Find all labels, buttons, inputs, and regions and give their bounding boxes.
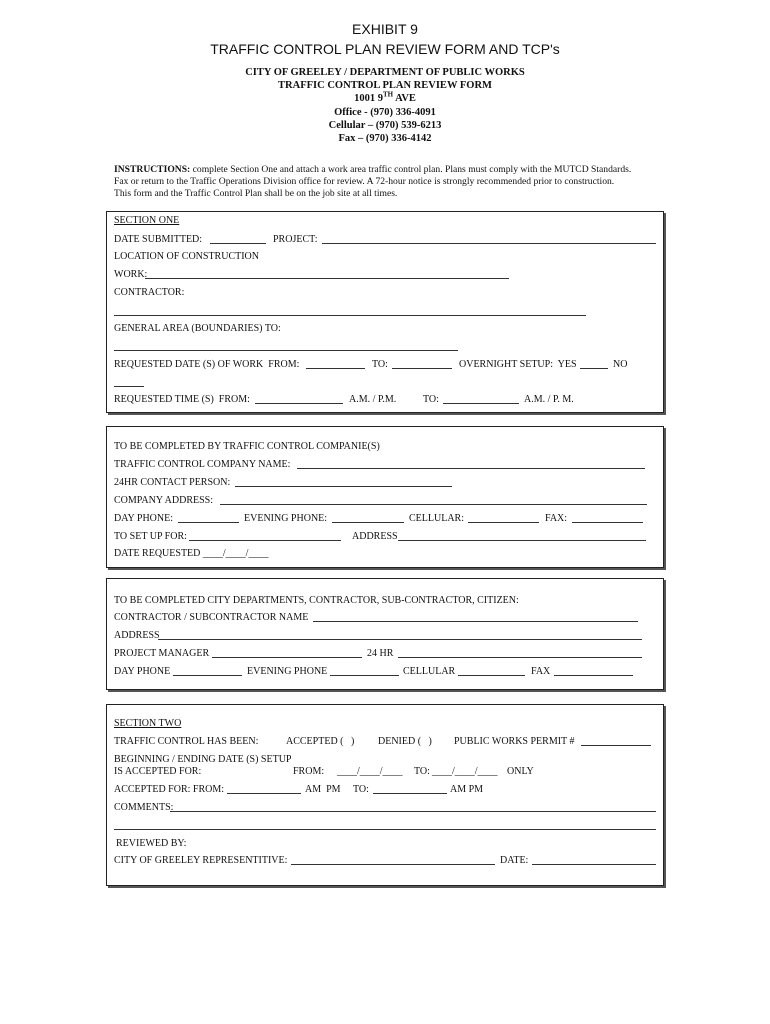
tcc-date-requested[interactable]: DATE REQUESTED ____/____/____ xyxy=(114,548,269,559)
city-day-phone-label: DAY PHONE xyxy=(114,666,171,677)
accepted-for-from-field[interactable] xyxy=(227,793,301,794)
requested-time-to-field[interactable] xyxy=(443,403,519,404)
tcc-setup-address-field[interactable] xyxy=(398,540,646,541)
city-representative-label: CITY OF GREELEY REPRESENTITIVE: xyxy=(114,855,288,866)
city-fax-field[interactable] xyxy=(554,675,633,676)
requested-time-to-ampm: A.M. / P. M. xyxy=(524,394,574,405)
city-address-label: ADDRESS xyxy=(114,630,160,641)
reviewed-by-label: REVIEWED BY: xyxy=(116,838,187,849)
accepted-for-label: IS ACCEPTED FOR: xyxy=(114,766,202,777)
fax-number: Fax – (970) 336-4142 xyxy=(338,133,432,144)
location-field[interactable] xyxy=(145,278,509,279)
location-label: LOCATION OF CONSTRUCTION xyxy=(114,251,260,262)
tcc-day-phone-field[interactable] xyxy=(178,522,239,523)
tcc-fax-field[interactable] xyxy=(572,522,643,523)
location-work-label: WORK: xyxy=(114,269,148,280)
project-field[interactable] xyxy=(322,243,656,244)
tcc-cellular-field[interactable] xyxy=(468,522,539,523)
requested-date-to-field[interactable] xyxy=(392,368,452,369)
tcc-setup-address-label: ADDRESS xyxy=(352,531,398,542)
city-contractor-field[interactable] xyxy=(313,621,638,622)
city-project-manager-label: PROJECT MANAGER xyxy=(114,648,210,659)
setup-from-label: FROM: xyxy=(293,766,325,777)
general-area-label: GENERAL AREA (BOUNDARIES) TO: xyxy=(114,323,281,334)
city-heading: TO BE COMPLETED CITY DEPARTMENTS, CONTRACTOR, SUB-CONTRACTOR, CITIZEN: xyxy=(114,595,519,606)
accepted-for-from-ampm: AM PM xyxy=(305,784,341,795)
tcc-company-name-field[interactable] xyxy=(297,468,645,469)
permit-field[interactable] xyxy=(581,745,651,746)
tcc-address-label: COMPANY ADDRESS: xyxy=(114,495,214,506)
tc-has-been-label: TRAFFIC CONTROL HAS BEEN: xyxy=(114,736,259,747)
setup-from-date[interactable]: ____/____/____ xyxy=(337,766,403,777)
comments-field-1[interactable] xyxy=(170,811,656,812)
requested-time-label: REQUESTED TIME (S) FROM: xyxy=(114,394,250,405)
department-name: CITY OF GREELEY / DEPARTMENT OF PUBLIC WORKS xyxy=(245,67,525,78)
city-project-manager-field[interactable] xyxy=(212,657,362,658)
city-address-field[interactable] xyxy=(158,639,642,640)
overnight-setup-label: OVERNIGHT SETUP: YES xyxy=(459,359,577,370)
instructions: INSTRUCTIONS: complete Section One and attach a work area traffic control plan. Plans must comply with the MUTCD Standards. Fax or return to the Traffic Operations Division office for review. A 72-hour notice is strongly recommended prior to construction. This form and the Traffic Control Plan shall be on the job site at all times. xyxy=(114,164,632,199)
tcc-fax-label: FAX: xyxy=(545,513,568,524)
review-date-field[interactable] xyxy=(532,864,656,865)
tcc-address-field[interactable] xyxy=(220,504,647,505)
office-phone: Office - (970) 336-4091 xyxy=(334,107,436,118)
requested-date-label: REQUESTED DATE (S) OF WORK FROM: xyxy=(114,359,300,370)
tcc-heading: TO BE COMPLETED BY TRAFFIC CONTROL COMPANIE(S) xyxy=(114,441,380,452)
setup-only-label: ONLY xyxy=(507,766,534,777)
requested-time-from-field[interactable] xyxy=(255,403,343,404)
beginning-ending-label: BEGINNING / ENDING DATE (S) SETUP xyxy=(114,754,292,765)
requested-time-from-ampm: A.M. / P.M. xyxy=(349,394,397,405)
denied-checkbox[interactable]: DENIED ( ) xyxy=(378,736,432,747)
tcc-day-phone-label: DAY PHONE: xyxy=(114,513,173,524)
tcc-contact-label: 24HR CONTACT PERSON: xyxy=(114,477,231,488)
general-area-field[interactable] xyxy=(114,350,458,351)
document-title: TRAFFIC CONTROL PLAN REVIEW FORM AND TCP's xyxy=(210,41,560,57)
requested-date-from-field[interactable] xyxy=(306,368,365,369)
city-day-phone-field[interactable] xyxy=(173,675,242,676)
city-contractor-label: CONTRACTOR / SUBCONTRACTOR NAME xyxy=(114,612,309,623)
section-one-heading: SECTION ONE xyxy=(114,215,180,226)
overnight-no-label: NO xyxy=(613,359,628,370)
tcc-contact-field[interactable] xyxy=(235,486,452,487)
requested-time-to-label: TO: xyxy=(423,394,439,405)
tcc-evening-phone-field[interactable] xyxy=(332,522,404,523)
overnight-no-field[interactable] xyxy=(114,386,144,387)
contractor-label: CONTRACTOR: xyxy=(114,287,185,298)
accepted-for-from-label: ACCEPTED FOR: FROM: xyxy=(114,784,225,795)
tcc-set-up-for-label: TO SET UP FOR: xyxy=(114,531,187,542)
requested-date-to-label: TO: xyxy=(372,359,388,370)
city-evening-phone-label: EVENING PHONE xyxy=(247,666,328,677)
section-two-heading: SECTION TWO xyxy=(114,718,182,729)
overnight-yes-field[interactable] xyxy=(580,368,608,369)
date-submitted-field[interactable] xyxy=(210,243,266,244)
contractor-field[interactable] xyxy=(114,315,586,316)
city-cellular-label: CELLULAR xyxy=(403,666,456,677)
comments-field-2[interactable] xyxy=(114,829,656,830)
city-cellular-field[interactable] xyxy=(458,675,525,676)
tcc-evening-phone-label: EVENING PHONE: xyxy=(244,513,328,524)
tcc-set-up-for-field[interactable] xyxy=(189,540,341,541)
city-24hr-label: 24 HR xyxy=(367,648,394,659)
city-representative-field[interactable] xyxy=(291,864,495,865)
comments-label: COMMENTS: xyxy=(114,802,174,813)
review-date-label: DATE: xyxy=(500,855,529,866)
permit-label: PUBLIC WORKS PERMIT # xyxy=(454,736,575,747)
project-label: PROJECT: xyxy=(273,234,318,245)
city-24hr-field[interactable] xyxy=(398,657,642,658)
city-fax-label: FAX xyxy=(531,666,551,677)
form-name: TRAFFIC CONTROL PLAN REVIEW FORM xyxy=(278,80,492,91)
accepted-for-to-label: TO: xyxy=(353,784,369,795)
city-evening-phone-field[interactable] xyxy=(330,675,399,676)
date-submitted-label: DATE SUBMITTED: xyxy=(114,234,203,245)
tcc-company-name-label: TRAFFIC CONTROL COMPANY NAME: xyxy=(114,459,291,470)
accepted-for-to-ampm: AM PM xyxy=(450,784,484,795)
accepted-checkbox[interactable]: ACCEPTED ( ) xyxy=(286,736,355,747)
setup-to-date[interactable]: ____/____/____ xyxy=(432,766,498,777)
setup-to-label: TO: xyxy=(414,766,430,777)
tcc-cellular-label: CELLULAR: xyxy=(409,513,464,524)
exhibit-label: EXHIBIT 9 xyxy=(352,21,418,37)
office-address: 1001 9TH AVE xyxy=(354,90,416,104)
accepted-for-to-field[interactable] xyxy=(373,793,447,794)
cellular-phone: Cellular – (970) 539-6213 xyxy=(328,120,442,131)
